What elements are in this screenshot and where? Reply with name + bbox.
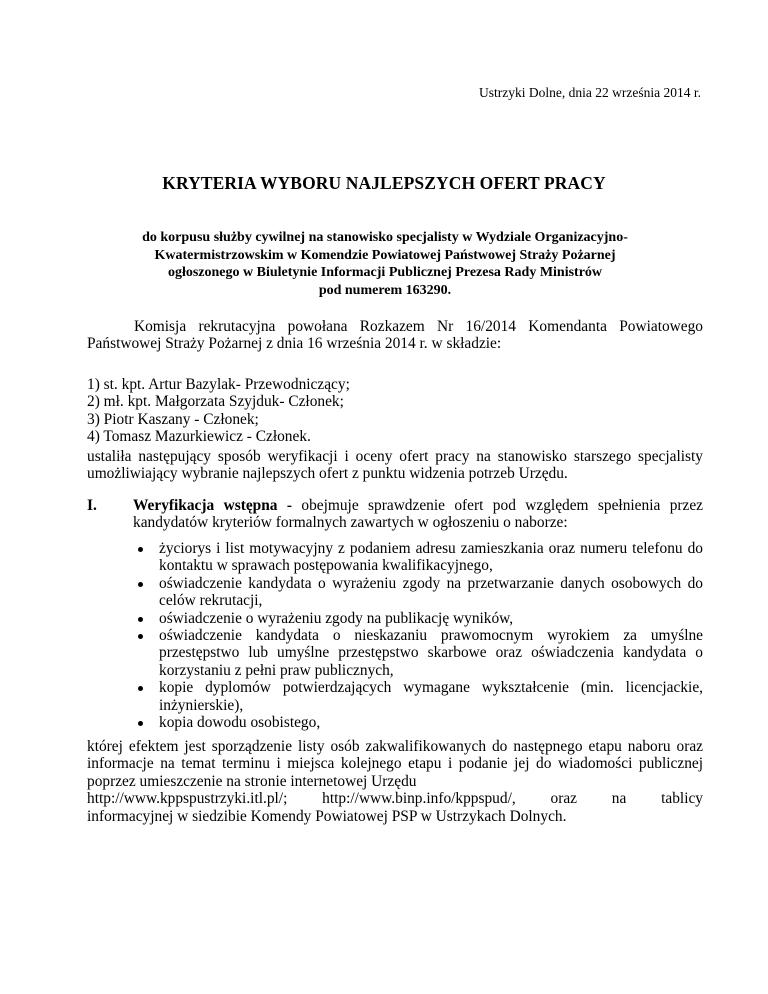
bullet-icon [138, 617, 143, 622]
website-link[interactable]: http://www.kppspustrzyki.itl.pl/; [87, 790, 288, 808]
section-1 [87, 497, 703, 532]
subtitle-line: ogłoszonego w Biuletynie Informacji Publicznej Prezesa Rady Ministrów [167, 265, 603, 281]
subtitle-line: Kwatermistrzowskim w Komendzie Powiatowej Państwowej Straży Pożarnej [154, 247, 616, 263]
requirement-text: kopie dyplomów potwierdzających wymagane wykształcenie (min. licencjackie, inżynierskie), [159, 679, 703, 714]
date-line: Ustrzyki Dolne, dnia 22 września 2014 r. [479, 85, 701, 100]
requirement-text: oświadczenie o wyrażeniu zgody na publikację wyników, [159, 609, 514, 627]
subtitle-line: do korpusu służby cywilnej na stanowisko specjalisty w Wydziale Organizacyjno- [142, 230, 628, 245]
requirements-list [133, 540, 703, 731]
section-body [133, 497, 703, 532]
requirement-item [133, 679, 703, 714]
word-tablicy: tablicy [661, 790, 703, 808]
requirement-item [133, 714, 703, 731]
document-subtitle [105, 229, 665, 299]
bip-link[interactable]: http://www.binp.info/kppspud/, [322, 790, 516, 808]
requirement-text: życiorys i list motywacyjny z podaniem adresu zamieszkania oraz numeru telefonu do kontaktu w sprawach postępowania kwalifikacyjnego, [159, 540, 703, 575]
closing-end: informacyjnej w siedzibie Komendy Powiatowej PSP w Ustrzykach Dolnych. [87, 807, 567, 825]
word-oraz: oraz [550, 790, 577, 808]
bullet-icon [138, 547, 143, 552]
closing-paragraph [87, 738, 703, 825]
committee-member: 3) Piotr Kaszany - Członek; [87, 410, 259, 428]
subtitle-line: pod numerem 163290. [318, 282, 452, 298]
requirement-item [133, 575, 703, 610]
section-heading: Weryfikacja wstępna - [133, 497, 292, 514]
committee-member: 4) Tomasz Mazurkiewicz - Członek. [87, 428, 311, 446]
committee-members-list [87, 376, 687, 446]
bullet-icon [138, 686, 143, 691]
bullet-icon [138, 582, 143, 587]
closing-text: której efektem jest sporządzenie listy osób zakwalifikowanych do następnego etapu naboru oraz informacje na temat terminu i miejsca kolejnego etapu i podanie jej do wiadomości publicznej poprzez umieszczenie na stronie internetowej Urzędu [87, 738, 703, 790]
document-title: KRYTERIA WYBORU NAJLEPSZYCH OFERT PRACY [162, 173, 606, 193]
committee-member: 2) mł. kpt. Małgorzata Szyjduk- Członek; [87, 393, 344, 411]
bullet-icon [138, 634, 143, 639]
requirement-text: kopia dowodu osobistego, [159, 714, 321, 732]
intro-paragraph: Komisja rekrutacyjna powołana Rozkazem Nr 16/2014 Komendanta Powiatowego Państwowej Straży Pożarnej z dnia 16 września 2014 r. w składzie: [87, 318, 703, 353]
requirement-item [133, 610, 703, 627]
word-na: na [611, 790, 627, 808]
committee-member: 1) st. kpt. Artur Bazylak- Przewodniczący; [87, 376, 350, 393]
requirement-text: oświadczenie kandydata o wyrażeniu zgody na przetwarzanie danych osobowych do celów rekrutacji, [159, 574, 703, 610]
section-text: obejmuje sprawdzenie ofert pod względem spełnienia przez kandydatów kryteriów formalnych zawartych w ogłoszeniu o naborze: [133, 497, 704, 532]
url-line [87, 790, 703, 807]
bullet-icon [138, 721, 143, 726]
section-number: I. [87, 497, 97, 514]
requirement-item [133, 627, 703, 679]
requirement-text: oświadczenie kandydata o nieskazaniu prawomocnym wyrokiem za umyślne przestępstwo lub umyślne przestępstwo skarbowe oraz oświadczenia kandydata o korzystaniu z pełni praw publicznych, [159, 627, 703, 679]
requirement-item [133, 540, 703, 575]
method-paragraph: ustaliła następujący sposób weryfikacji i oceny ofert pracy na stanowisko starszego specjalisty umożliwiający wybranie najlepszych ofert z punktu widzenia potrzeb Urzędu. [87, 448, 703, 483]
